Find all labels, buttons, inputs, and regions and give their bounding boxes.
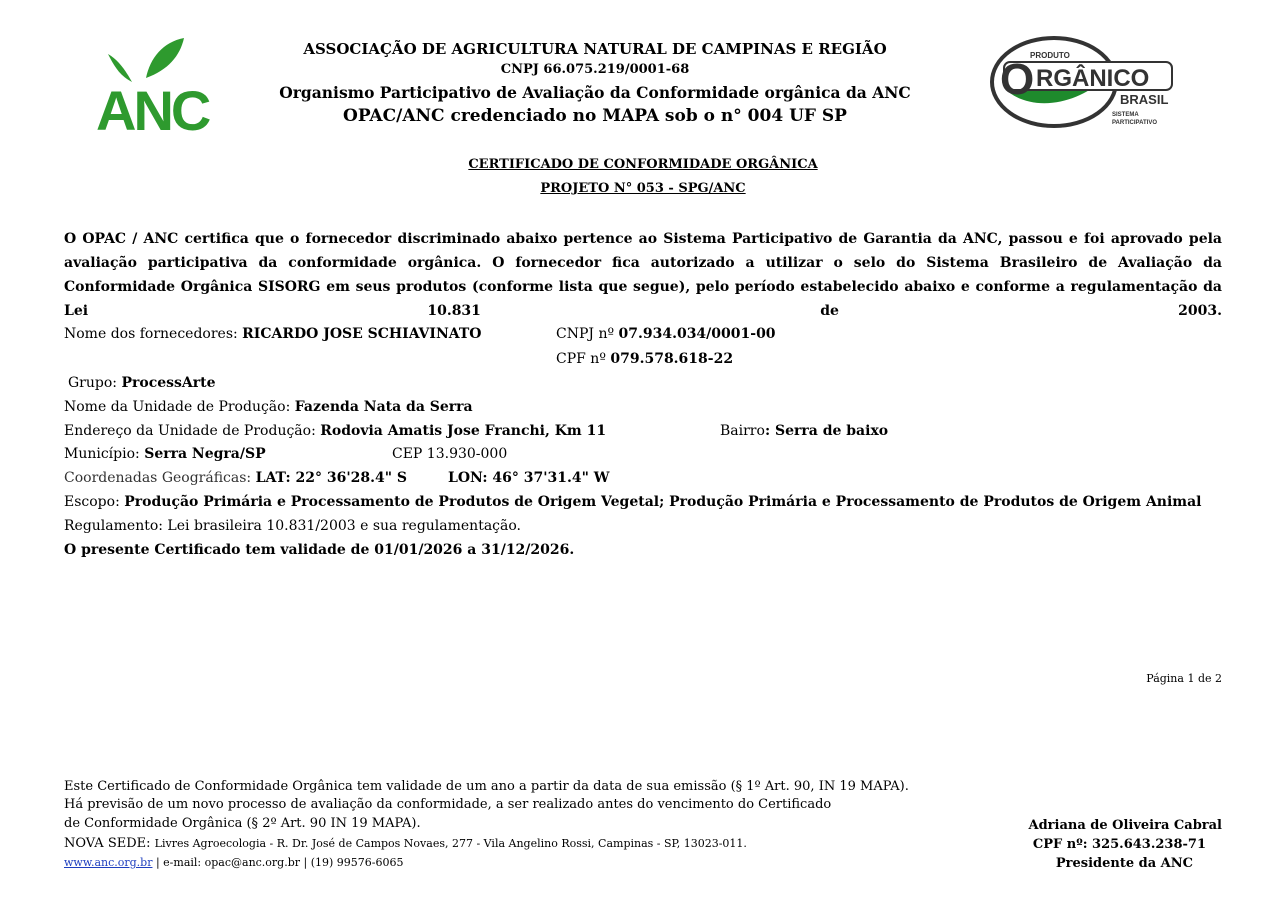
footer-contact: www.anc.org.br | e-mail: opac@anc.org.br | (19) 99576-6065: [64, 856, 404, 869]
header-association-name: ASSOCIAÇÃO DE AGRICULTURA NATURAL DE CAMPINAS E REGIÃO: [303, 40, 887, 58]
cnpj-row: CNPJ nº 07.934.034/0001-00: [556, 326, 776, 342]
anc-logo-leaf-icon: [146, 38, 184, 78]
address-row: Endereço da Unidade de Produção: Rodovia Amatis Jose Franchi, Km 11: [64, 423, 607, 439]
coordinates-row: Coordenadas Geográficas: LAT: 22° 36'28.4" S: [64, 470, 407, 486]
svg-text:SISTEMA: SISTEMA: [1112, 112, 1139, 118]
cnpj-value: 07.934.034/0001-00: [618, 326, 776, 342]
page-number: Página 1 de 2: [1146, 672, 1222, 685]
supplier-row: Nome dos fornecedores: RICARDO JOSE SCHIAVINATO: [64, 326, 482, 342]
signatory-name: Adriana de Oliveira Cabral: [1028, 818, 1222, 833]
svg-text:PRODUTO: PRODUTO: [1030, 51, 1070, 60]
header-accreditation: OPAC/ANC credenciado no MAPA sob o n° 004 UF SP: [343, 106, 847, 126]
scope-value: Produção Primária e Processamento de Produtos de Origem Vegetal; Produção Primária e Processamento de Produtos de Origem Animal: [124, 494, 1202, 510]
scope-row: Escopo: Produção Primária e Processamento de Produtos de Origem Vegetal; Produção Primária e Processamento de Produtos de Origem Animal: [64, 494, 1202, 510]
validity-row: O presente Certificado tem validade de 01/01/2026 a 31/12/2026.: [64, 542, 575, 558]
longitude-value: LON: 46° 37'31.4" W: [448, 470, 610, 486]
supplier-name: RICARDO JOSE SCHIAVINATO: [242, 326, 482, 342]
svg-text:PARTICIPATIVO: PARTICIPATIVO: [1112, 120, 1157, 126]
regulation-row: Regulamento: Lei brasileira 10.831/2003 e sua regulamentação.: [64, 518, 521, 534]
group-row: Grupo: ProcessArte: [68, 375, 216, 391]
group-value: ProcessArte: [121, 375, 216, 391]
footer-validity-note: Este Certificado de Conformidade Orgânica tem validade de um ano a partir da data de sua emissão (§ 1º Art. 90, IN 19 MAPA).: [64, 779, 909, 794]
cpf-row: CPF nº 079.578.618-22: [556, 351, 734, 367]
unit-name-row: Nome da Unidade de Produção: Fazenda Nata da Serra: [64, 399, 473, 415]
project-number: PROJETO N° 053 - SPG/ANC: [540, 181, 746, 196]
cep-value: CEP 13.930-000: [392, 446, 508, 462]
city-row: Município: Serra Negra/SP: [64, 446, 266, 462]
signatory-cpf: CPF nº: 325.643.238-71: [1032, 837, 1206, 852]
address-value: Rodovia Amatis Jose Franchi, Km 11: [320, 423, 607, 439]
certificate-statement: O OPAC / ANC certifica que o fornecedor discriminado abaixo pertence ao Sistema Participativo de Garantia da ANC, passou e foi aprovado pela avaliação participativa da conformidade orgânica. O fornecedor fica autorizado a utilizar o selo do Sistema Brasileiro de Avaliação da Conformidade Orgânica SISORG em seus produtos (conforme lista que segue), pelo período estabelecido abaixo e conforme a regulamentação da Lei 10.831 de 2003.: [64, 231, 1222, 319]
svg-text:BRASIL: BRASIL: [1120, 92, 1169, 107]
city-value: Serra Negra/SP: [144, 446, 266, 462]
organico-brasil-logo: [984, 30, 1184, 134]
footer-reassessment-note: Há previsão de um novo processo de avaliação da conformidade, a ser realizado antes do vencimento do Certificado: [64, 797, 832, 812]
unit-name-value: Fazenda Nata da Serra: [294, 399, 473, 415]
certificate-title: CERTIFICADO DE CONFORMIDADE ORGÂNICA: [468, 157, 818, 172]
latitude-value: LAT: 22° 36'28.4" S: [255, 470, 407, 486]
district-row: Bairro: Serra de baixo: [720, 423, 889, 439]
website-link[interactable]: www.anc.org.br: [64, 856, 153, 869]
signatory-role: Presidente da ANC: [1055, 856, 1193, 871]
header-organism: Organismo Participativo de Avaliação da Conformidade orgânica da ANC: [279, 83, 911, 102]
svg-text:O: O: [1000, 55, 1035, 104]
anc-logo-text: ANC: [96, 79, 209, 140]
district-value: : Serra de baixo: [764, 423, 889, 439]
anc-logo-sprout-icon: [108, 54, 132, 82]
anc-logo: [88, 30, 218, 140]
cpf-value: 079.578.618-22: [610, 351, 734, 367]
header-cnpj: CNPJ 66.075.219/0001-68: [500, 62, 690, 77]
svg-text:RGÂNICO: RGÂNICO: [1036, 65, 1150, 92]
footer-address: NOVA SEDE: Livres Agroecologia - R. Dr. José de Campos Novaes, 277 - Vila Angelino Rossi, Campinas - SP, 13023-011.: [64, 836, 747, 851]
footer-reassessment-note-cont: de Conformidade Orgânica (§ 2º Art. 90 IN 19 MAPA).: [64, 816, 421, 831]
